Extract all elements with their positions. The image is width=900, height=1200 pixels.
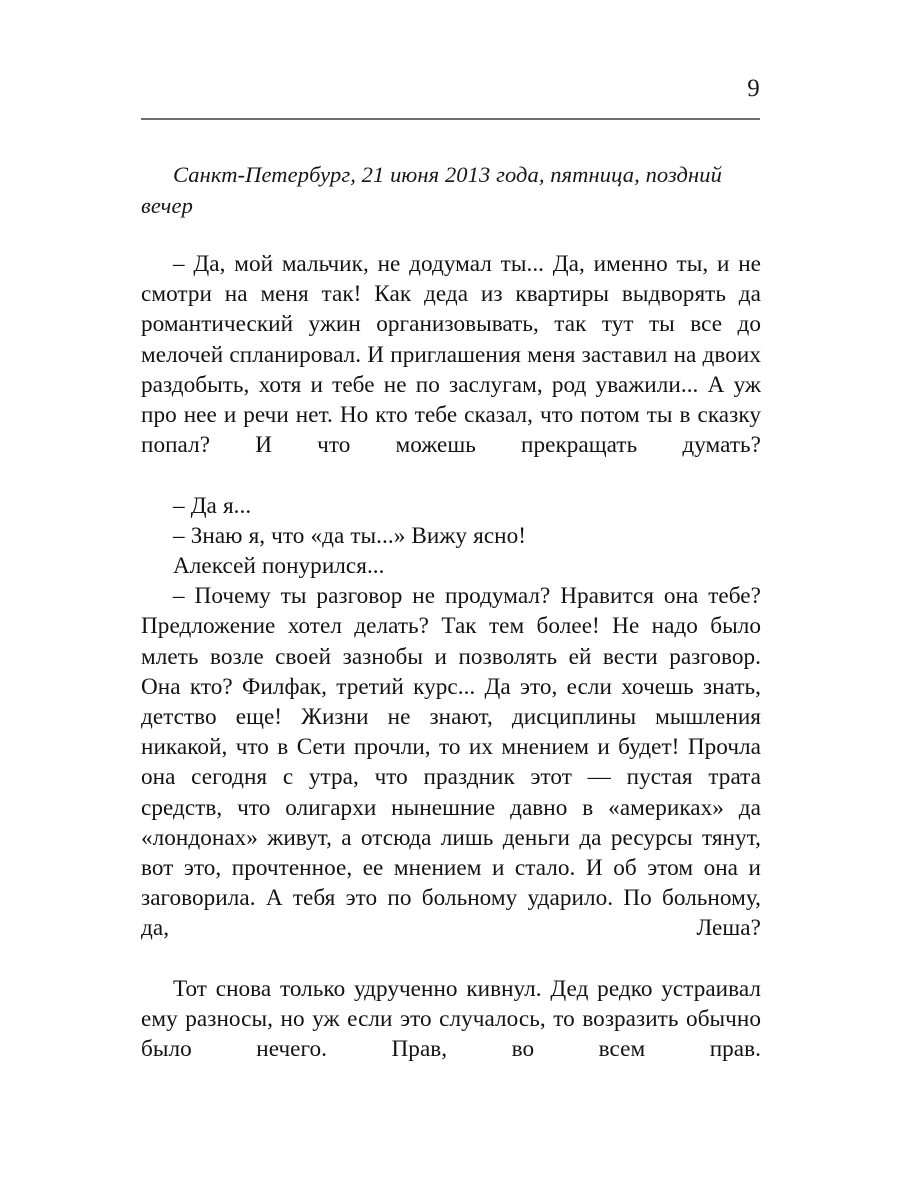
paragraph: Алексей понурился...	[173, 553, 385, 580]
paragraph: – Да, мой мальчик, не додумал ты... Да, именно ты, и не смотри на меня так! Как деда из квартиры выдворять да романтический ужин организовывать, так тут ты все до мелочей спланировал. И приглашения меня заставил на двоих раздобыть, хотя и тебе не по заслугам, род уважили... А уж про нее и речи нет. Но кто тебе сказал, что потом ты в сказку попал? И что можешь прекращать думать?	[141, 251, 761, 459]
paragraph: Тот снова только удрученно кивнул. Дед редко устраивал ему разносы, но уж если это случалось, то возразить обычно было нечего. Прав, во всем прав.	[141, 975, 761, 1063]
dateline: Санкт-Петербург, 21 июня 2013 года, пятница, поздний вечер	[141, 162, 723, 218]
header-rule	[141, 118, 760, 120]
running-head	[141, 74, 760, 120]
paragraph: – Знаю я, что «да ты...» Вижу ясно!	[173, 522, 527, 549]
paragraph: – Почему ты разговор не продумал? Нравится она тебе? Предложение хотел делать? Так тем более! Не надо было млеть возле своей зазнобы и позволять ей вести разговор. Она кто? Филфак, третий курс... Да это, если хочешь знать, детство еще! Жизни не знают, дисциплины мышления никакой, что в Сети прочли, то их мнением и будет! Прочла она сегодня с утра, что праздник этот — пустая трата средств, что олигархи нынешние давно в «америках» да «лондонах» живут, а отсюда лишь деньги да ресурсы тянут, вот это, прочтенное, ее мнением и стало. И об этом она и заговорила. А тебя это по больному ударило. По больному, да, Леша?	[141, 583, 761, 942]
paragraph: – Да я...	[173, 492, 252, 519]
text-block	[141, 160, 761, 1095]
page-number: 9	[747, 75, 760, 102]
